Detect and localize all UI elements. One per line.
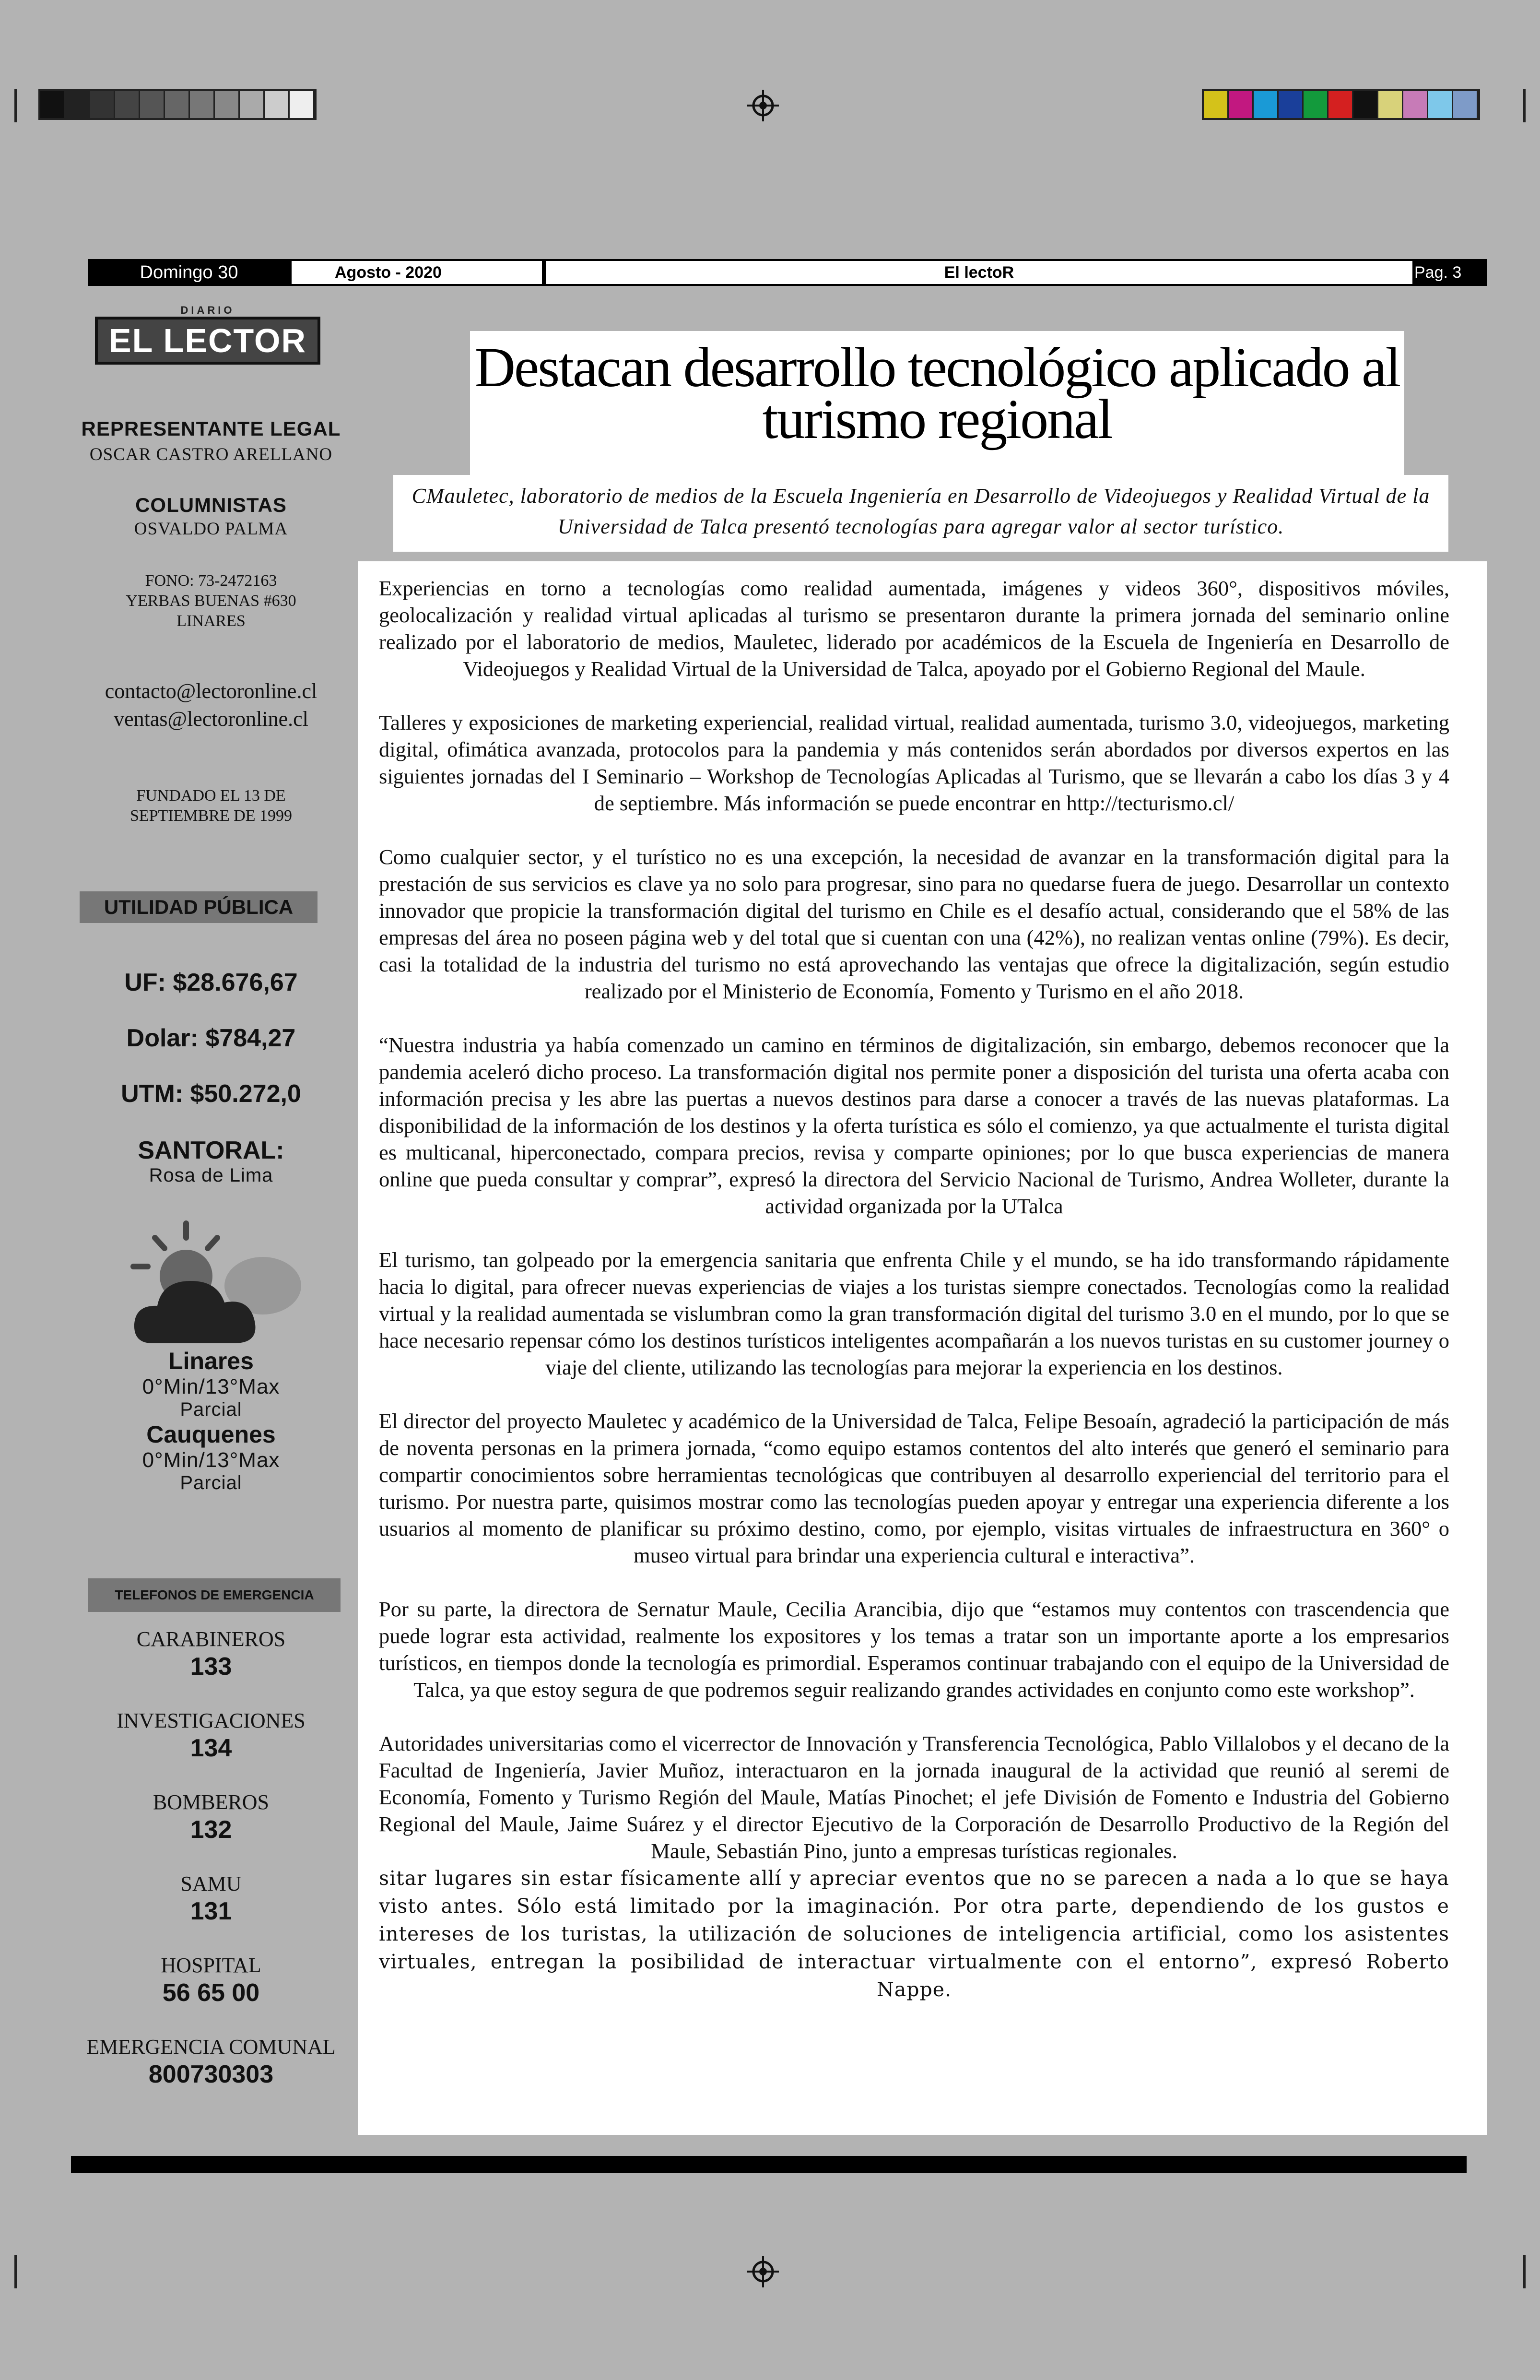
calibration-swatch — [1378, 91, 1403, 118]
columnist-name: OSVALDO PALMA — [134, 519, 288, 539]
utilidad-publica-heading: UTILIDAD PÚBLICA — [80, 891, 317, 923]
calibration-swatch — [1304, 91, 1328, 118]
calibration-swatch — [265, 91, 290, 118]
calibration-swatch — [1254, 91, 1279, 118]
registration-mark-icon — [746, 2255, 780, 2288]
article-paragraph: Talleres y exposiciones de marketing experiencial, realidad virtual, realidad aumentada, turismo 3.0, videojuegos, marketing digital, ofimática avanzada, protocolos para la pandemia y más contenidos serán abordados por diversos expertos en las siguientes jornadas del I Seminario – Workshop de Tecnologías Aplicadas al Turismo, que se llevarán a cabo los días 3 y 4 de septiembre. Más información se puede encontrar en http://tecturismo.cl/ — [379, 710, 1449, 815]
crop-mark — [1523, 2255, 1526, 2288]
city-line: LINARES — [176, 612, 246, 630]
article-title: Destacan desarrollo tecnológico aplicado al turismo regional — [474, 336, 1400, 450]
emergency-phone-number: 132 — [190, 1816, 232, 1844]
weather-cond-2: Parcial — [180, 1472, 242, 1493]
calibration-swatch — [1204, 91, 1229, 118]
calibration-swatch — [140, 91, 165, 118]
weather-city-1: Linares — [168, 1348, 254, 1374]
utm-value: UTM: $50.272,0 — [121, 1080, 301, 1108]
calibration-swatch — [165, 91, 190, 118]
emergency-phone-label: SAMU — [180, 1872, 242, 1895]
logo-text: EL LECTOR — [108, 322, 307, 359]
logo-subtitle: DIARIO — [180, 304, 235, 316]
article-lede: CMauletec, laboratorio de medios de la Escuela Ingeniería en Desarrollo de Videojuegos y Realidad Virtual de la Universidad de Talca presentó tecnologías para agregar valor al sector turístico. — [393, 475, 1448, 552]
columnists-title: COLUMNISTAS — [135, 494, 287, 516]
calibration-swatch — [290, 91, 315, 118]
emergency-phone-item — [77, 1789, 345, 1844]
calibration-swatch — [215, 91, 240, 118]
article-paragraph: El turismo, tan golpeado por la emergencia sanitaria que enfrenta Chile y el mundo, se ha ido transformando rápidamente hacia lo digital, para ofrecer nuevas experiencias de viajes a los turistas siempre conectados. Tecnologías como la realidad virtual y la realidad aumentada se vislumbran como la gran transformación digital del turismo 3.0 en el mundo, por lo que se hace necesario repensar cómo los destinos turísticos inteligentes acompañarán a los nuevos turistas en su customer journey o viaje del cliente, utilizando las tecnologías para mejorar la experiencia en los destinos. — [379, 1248, 1449, 1379]
weather-temp-1: 0°Min/13°Max — [142, 1375, 280, 1398]
color-calibration-strip — [1202, 89, 1480, 120]
contact-email[interactable]: contacto@lectoronline.cl — [105, 679, 317, 703]
founded-line-2: SEPTIEMBRE DE 1999 — [129, 807, 293, 825]
emergency-phone-label: EMERGENCIA COMUNAL — [86, 2035, 336, 2059]
sales-email[interactable]: ventas@lectoronline.cl — [114, 707, 308, 731]
newspaper-logo — [95, 304, 320, 365]
santoral-title: SANTORAL: — [138, 1137, 284, 1164]
article-paragraph: El director del proyecto Mauletec y académico de la Universidad de Talca, Felipe Besoaín, agradeció la participación de más de noventa personas en la primera jornada, “como equipo estamos contentos del alto interés que generó el seminario para compartir conocimientos sobre herramientas tecnológicas que contribuyen al desarrollo experiencial del territorio para el turismo. Por nuestra parte, quisimos mostrar como las tecnologías pueden apoyar y entregar una experiencia diferente a los usuarios al momento de planificar su próximo destino, como, por ejemplo, visitas virtuales de infraestructura en 360° o museo virtual para brindar una experiencia cultural e interactiva”. — [379, 1409, 1449, 1567]
calibration-swatch — [1428, 91, 1453, 118]
rep-legal-name: OSCAR CASTRO ARELLANO — [89, 445, 333, 464]
santoral-name: Rosa de Lima — [149, 1165, 273, 1186]
article-paragraph: sitar lugares sin estar físicamente allí y apreciar eventos que no se parecen a nada a lo que se haya visto antes. Sólo está limitado por la imaginación. Por otra parte, dependiendo de los gustos e intereses de los turistas, la utilización de soluciones de inteligencia artificial, como los asistentes virtuales, entregan la posibilidad de interactuar virtualmente con el entorno”, expresó Roberto Nappe. — [379, 1867, 1449, 2001]
emergency-phone-number: 134 — [190, 1734, 232, 1762]
emergency-phone-label: CARABINEROS — [136, 1627, 286, 1651]
calibration-swatch — [190, 91, 215, 118]
masthead-small: El lectoR — [544, 259, 1414, 286]
calibration-swatch — [1353, 91, 1378, 118]
emergency-phone-label: BOMBEROS — [153, 1790, 270, 1814]
issue-month: Agosto - 2020 — [290, 259, 544, 286]
calibration-swatch — [115, 91, 140, 118]
issue-date: Domingo 30 — [140, 262, 238, 283]
emergency-phone-number: 56 65 00 — [162, 1979, 260, 2007]
calibration-swatch — [65, 91, 90, 118]
calibration-swatch — [90, 91, 115, 118]
emergency-phone-item — [77, 1708, 345, 1763]
emergency-phone-item — [77, 2034, 345, 2089]
calibration-swatch — [240, 91, 265, 118]
crop-mark — [1523, 89, 1526, 122]
weather-forecast — [77, 1347, 345, 1494]
partly-cloudy-icon — [129, 1214, 306, 1348]
article-paragraph: Por su parte, la directora de Sernatur Maule, Cecilia Arancibia, dijo que “estamos muy contentos con trascendencia que puede lograr esta actividad, realmente los expositores y los temas a tratar son un importante aporte a los empresarios turísticos, en tiempos donde la tecnología es primordial. Esperamos continuar trabajando con el equipo de la Universidad de Talca, ya que estoy segura de que podremos seguir realizando grandes actividades en conjunto como este workshop”. — [379, 1597, 1449, 1702]
article-paragraph: Autoridades universitarias como el vicerrector de Innovación y Transferencia Tecnológica, Pablo Villalobos y el decano de la Facultad de Ingeniería, Javier Muñoz, interactuaron en la jornada inaugural de la actividad que reunió al seremi de Economía, Fomento y Turismo Región del Maule, Matías Pinochet; el jefe División de Fomento e Industria del Gobierno Regional del Maule, Jaime Suárez y el director Ejecutivo de la Corporación de Desarrollo Productivo de la Región del Maule, Sebastián Pino, junto a empresas turísticas regionales. — [379, 1731, 1449, 1863]
page-header-band — [88, 259, 1487, 286]
emergency-phone-number: 131 — [190, 1897, 232, 1925]
indicators — [77, 955, 345, 1186]
emergency-phone-number: 800730303 — [148, 2060, 274, 2088]
address-line: YERBAS BUENAS #630 — [126, 592, 296, 610]
article-paragraph: “Nuestra industria ya había comenzado un camino en términos de digitalización, sin embargo, debemos reconocer que la pandemia aceleró dicho proceso. La transformación digital nos permite poner a disposición del turista una oferta acaba con información precisa y les abre las puertas a nuevos destinos para darse a conocer a través de las nuevas plataformas. La disponibilidad de la información de los destinos y la oferta turística es sólo el comienzo, ya que actualmente el turista digital es multicanal, hiperconectado, compara precios, revisa y comparte opiniones; por lo que busca experiencias de manera online que pueda consultar y comprar”, expresó la directora del Servicio Nacional de Turismo, Andrea Wolleter, durante la actividad organizada por la UTalca — [379, 1033, 1449, 1218]
emergency-phone-item — [77, 1626, 345, 1681]
calibration-swatch — [40, 91, 65, 118]
crop-mark — [14, 2255, 17, 2288]
registration-mark-icon — [746, 89, 780, 122]
sidebar-credits — [77, 417, 345, 826]
article-body — [358, 561, 1487, 2135]
founded-line-1: FUNDADO EL 13 DE — [136, 787, 286, 805]
footer-rule — [71, 2156, 1467, 2173]
emergency-heading: TELEFONOS DE EMERGENCIA — [88, 1578, 341, 1612]
rep-legal-title: REPRESENTANTE LEGAL — [81, 417, 341, 440]
dolar-value: Dolar: $784,27 — [126, 1024, 296, 1052]
calibration-swatch — [1279, 91, 1304, 118]
calibration-swatch — [1453, 91, 1478, 118]
article-paragraph: Experiencias en torno a tecnologías como realidad aumentada, imágenes y videos 360°, dispositivos móviles, geolocalización y realidad virtual aplicadas al turismo se presentaron durante la primera jornada del seminario online realizado por el laboratorio de medios, Mauletec, liderado por académicos de la Escuela de Ingeniería en Desarrollo de Videojuegos y Realidad Virtual de la Universidad de Talca, apoyado por el Gobierno Regional del Maule. — [379, 576, 1449, 681]
emergency-phone-item — [77, 1871, 345, 1926]
weather-city-2: Cauquenes — [146, 1421, 276, 1448]
page-number: Pag. 3 — [1414, 263, 1462, 282]
weather-cond-1: Parcial — [180, 1399, 242, 1420]
phone-line: FONO: 73-2472163 — [145, 572, 277, 590]
crop-mark — [14, 89, 17, 122]
uf-value: UF: $28.676,67 — [124, 969, 298, 996]
emergency-phone-label: INVESTIGACIONES — [117, 1709, 306, 1732]
emergency-phone-label: HOSPITAL — [161, 1954, 261, 1977]
emergency-phone-number: 133 — [190, 1653, 232, 1681]
calibration-swatch — [1328, 91, 1353, 118]
calibration-swatch — [1403, 91, 1428, 118]
article-paragraph: Como cualquier sector, y el turístico no es una excepción, la necesidad de avanzar en la transformación digital para la prestación de sus servicios es clave ya no solo para progresar, sino para no quedarse fuera de juego. Desarrollar un contexto innovador que propicie la transformación digital del turismo en Chile es el desafío actual, considerando que el 58% de las empresas del área no poseen página web y del total que si cuentan con una (42%), no realizan ventas online (79%). Es decir, casi la totalidad de la industria del turismo no está aprovechando las ventajas que ofrece la digitalización, según estudio realizado por el Ministerio de Economía, Fomento y Turismo en el año 2018. — [379, 845, 1449, 1003]
article-headline-box — [470, 331, 1404, 475]
emergency-phone-item — [77, 1953, 345, 2007]
calibration-swatch — [1229, 91, 1254, 118]
weather-temp-2: 0°Min/13°Max — [142, 1448, 280, 1472]
emergency-phone-list — [77, 1626, 345, 2116]
grey-scale-strip — [38, 89, 317, 120]
